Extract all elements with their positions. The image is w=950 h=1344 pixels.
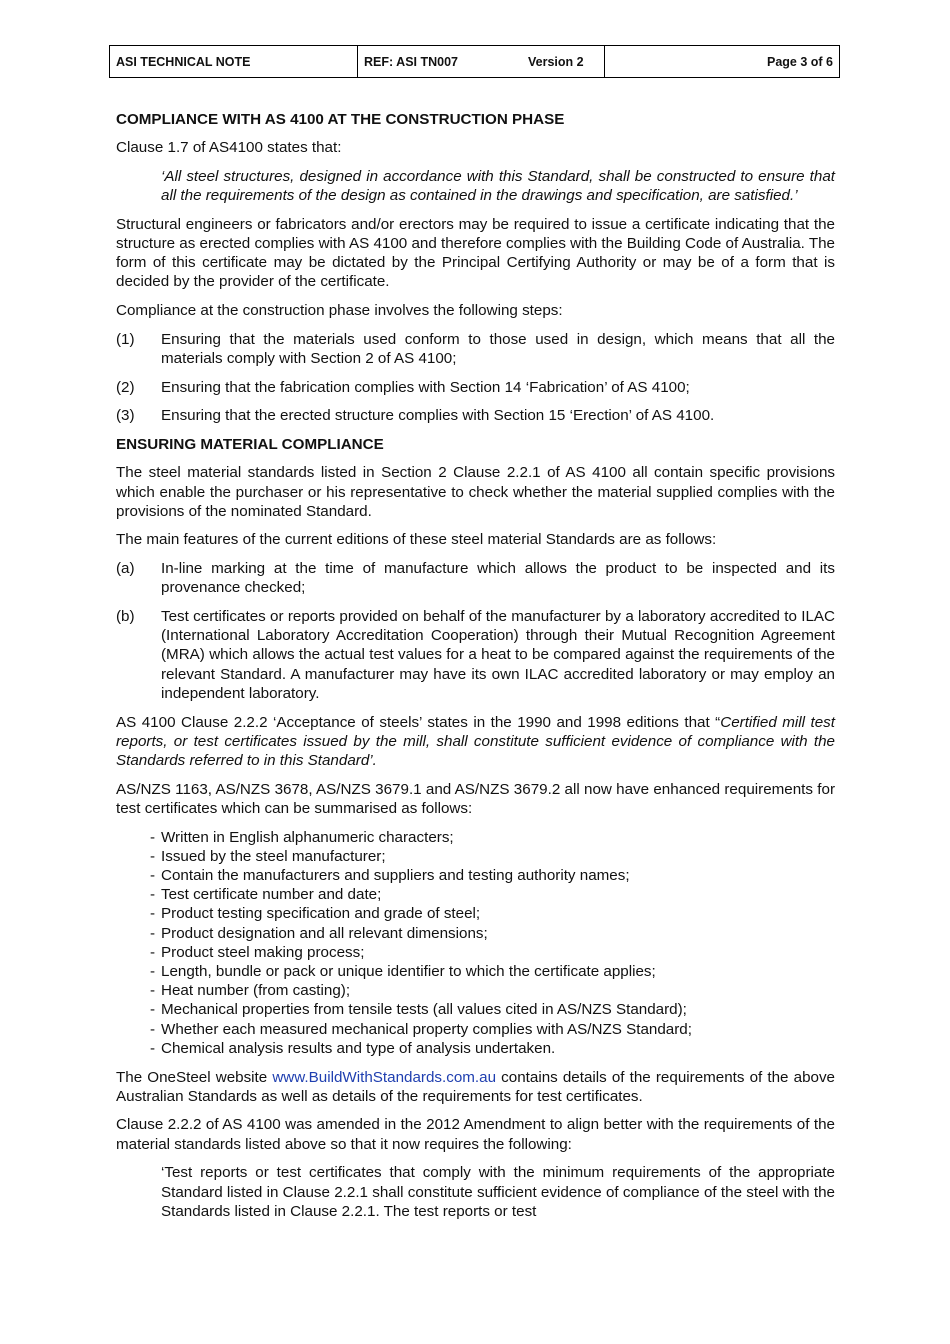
header-title: ASI TECHNICAL NOTE bbox=[110, 46, 358, 77]
paragraph-acceptance-of-steels bbox=[116, 713, 835, 771]
list-marker: (3) bbox=[116, 407, 135, 425]
list-item bbox=[116, 607, 835, 703]
quote-test-reports: ‘Test reports or test certificates that comply with the minimum requirements of the appropriate Standard listed in Clause 2.2.1 shall constitute sufficient evidence of compliance of the steel with the Standards listed in Clause 2.2.1. The test reports or test bbox=[161, 1164, 835, 1220]
list-item-text: Mechanical properties from tensile tests (all values cited in AS/NZS Standard); bbox=[161, 1001, 687, 1019]
list-item-text: Product testing specification and grade of steel; bbox=[161, 905, 481, 923]
list-item bbox=[116, 885, 835, 904]
list-item-text: Written in English alphanumeric characters; bbox=[161, 828, 454, 846]
header-page-number: Page 3 of 6 bbox=[767, 54, 833, 69]
list-item-text: Ensuring that the erected structure complies with Section 15 ‘Erection’ of AS 4100. bbox=[161, 407, 715, 425]
features-list bbox=[116, 559, 835, 703]
website-tail-text: contains details of the requirements of the above Australian Standards as well as details of the requirements for test certificates. bbox=[116, 1068, 836, 1105]
list-item bbox=[116, 981, 835, 1000]
list-item bbox=[116, 1020, 835, 1039]
list-item-text: Product designation and all relevant dimensions; bbox=[161, 924, 488, 942]
dash-marker: - bbox=[149, 867, 155, 884]
header-table bbox=[109, 45, 840, 78]
list-item bbox=[116, 378, 835, 397]
list-item bbox=[116, 559, 835, 597]
header-version: Version 2 bbox=[528, 54, 584, 69]
paragraph-features-intro: The main features of the current editions of these steel material Standards are as follows: bbox=[116, 531, 717, 549]
list-item-text: Heat number (from casting); bbox=[161, 982, 351, 1000]
dash-marker: - bbox=[149, 905, 155, 923]
list-item bbox=[116, 904, 835, 923]
list-item-text: Ensuring that the fabrication complies with Section 14 ‘Fabrication’ of AS 4100; bbox=[161, 378, 690, 396]
paragraph-steps-intro: Compliance at the construction phase involves the following steps: bbox=[116, 302, 563, 320]
acceptance-quote-text: Certified mill test reports, or test certificates issued by the mill, shall constitute sufficient evidence of compliance with the Standards referred to in this Standard’. bbox=[116, 713, 835, 769]
paragraph-enhanced-requirements: AS/NZS 1163, AS/NZS 3678, AS/NZS 3679.1 and AS/NZS 3679.2 all now have enhanced requirements for test certificates which can be summarised as follows: bbox=[116, 780, 835, 817]
list-item bbox=[116, 847, 835, 866]
list-item-text: Length, bundle or pack or unique identifier to which the certificate applies; bbox=[161, 963, 656, 981]
steps-list bbox=[116, 330, 835, 426]
acceptance-lead-text: AS 4100 Clause 2.2.2 ‘Acceptance of steels’ states in the 1990 and 1998 editions that “ bbox=[116, 713, 721, 731]
list-item bbox=[116, 866, 835, 885]
list-item-text: Whether each measured mechanical property complies with AS/NZS Standard; bbox=[161, 1020, 692, 1038]
quote-clause-1-7: ‘All steel structures, designed in accordance with this Standard, shall be constructed to ensure that all the requirements of the design as contained in the drawings and specification, are satisfied.’ bbox=[161, 167, 835, 205]
list-item bbox=[116, 924, 835, 943]
dash-marker: - bbox=[149, 943, 155, 961]
list-item-text: Chemical analysis results and type of analysis undertaken. bbox=[161, 1039, 556, 1057]
dash-marker: - bbox=[149, 963, 155, 981]
dash-marker: - bbox=[149, 828, 155, 846]
buildwithstandards-link[interactable]: www.BuildWithStandards.com.au bbox=[272, 1068, 497, 1086]
list-marker: (a) bbox=[116, 560, 135, 578]
list-marker: (2) bbox=[116, 378, 135, 396]
paragraph-2012-amendment: Clause 2.2.2 of AS 4100 was amended in the 2012 Amendment to align better with the requirements of the material standards listed above so that it now requires the following: bbox=[116, 1116, 835, 1153]
list-item-text: Issued by the steel manufacturer; bbox=[161, 847, 386, 865]
paragraph-onesteel-website bbox=[116, 1068, 835, 1106]
paragraph-certificate: Structural engineers or fabricators and/or erectors may be required to issue a certificate indicating that the structure as erected complies with AS 4100 and therefore complies with the Building Code of Australia. The form of this certificate may be dictated by the Principal Certifying Authority or may be of a form that is decided by the provider of the certificate. bbox=[116, 215, 835, 291]
dash-marker: - bbox=[149, 1020, 155, 1038]
list-marker: (b) bbox=[116, 608, 135, 626]
list-item bbox=[116, 943, 835, 962]
header-ref: REF: ASI TN007 bbox=[364, 54, 459, 69]
dash-marker: - bbox=[149, 1001, 155, 1019]
list-item-text: Contain the manufacturers and suppliers and testing authority names; bbox=[161, 867, 630, 884]
list-item bbox=[116, 962, 835, 981]
section-heading-material: ENSURING MATERIAL COMPLIANCE bbox=[116, 436, 384, 454]
document-body bbox=[116, 110, 835, 1230]
section-heading-compliance: COMPLIANCE WITH AS 4100 AT THE CONSTRUCTION PHASE bbox=[116, 111, 565, 128]
list-item-text: Test certificate number and date; bbox=[161, 886, 382, 904]
list-marker: (1) bbox=[116, 330, 135, 348]
list-item bbox=[116, 406, 835, 425]
website-lead-text: The OneSteel website bbox=[116, 1068, 273, 1086]
list-item-text: In-line marking at the time of manufacture which allows the product to be inspected and its provenance checked; bbox=[161, 560, 835, 597]
list-item bbox=[116, 1000, 835, 1019]
header-ref-version bbox=[358, 46, 605, 77]
dash-marker: - bbox=[149, 1039, 155, 1057]
dash-marker: - bbox=[149, 924, 155, 942]
list-item-text: Ensuring that the materials used conform to those used in design, which means that all the materials comply with Section 2 of AS 4100; bbox=[161, 330, 835, 368]
paragraph-material-standards: The steel material standards listed in Section 2 Clause 2.2.1 of AS 4100 all contain specific provisions which enable the purchaser or his representative to check whether the material supplied complies with the provisions of the nominated Standard. bbox=[116, 464, 835, 520]
list-item-text: Test certificates or reports provided on behalf of the manufacturer by a laboratory accredited to ILAC (International Laboratory Accreditation Cooperation) through their Mutual Recognition Agreement (MRA) which allows the actual test values for a heat to be compared against the requirements of the relevant Standard. A manufacturer may have its own ILAC accredited laboratory or may employ an independent laboratory. bbox=[161, 608, 835, 702]
dash-marker: - bbox=[149, 982, 155, 1000]
list-item-text: Product steel making process; bbox=[161, 943, 365, 961]
dash-marker: - bbox=[149, 847, 155, 865]
requirements-list bbox=[116, 828, 835, 1058]
list-item bbox=[116, 330, 835, 368]
dash-marker: - bbox=[149, 886, 155, 904]
paragraph-clause-intro: Clause 1.7 of AS4100 states that: bbox=[116, 139, 342, 157]
list-item bbox=[116, 1039, 835, 1058]
list-item bbox=[116, 828, 835, 847]
